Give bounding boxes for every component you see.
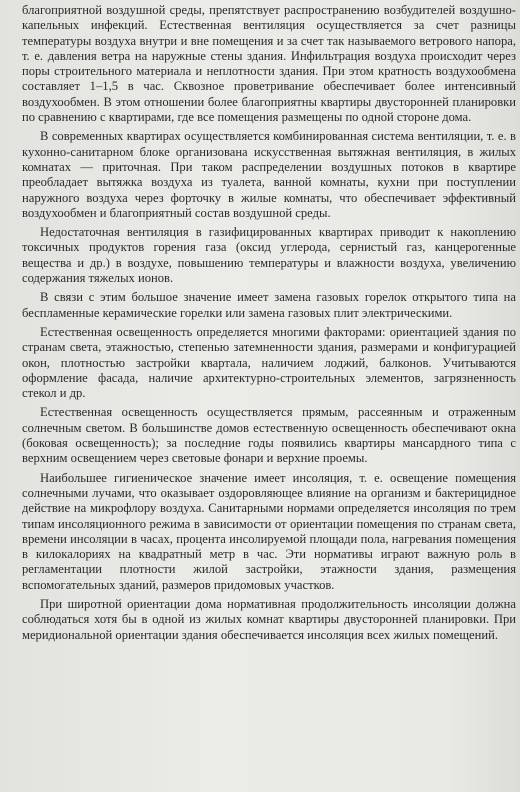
paragraph-burner-replacement: В связи с этим большое значение имеет замена газовых горелок открытого типа на беспламенные керамические горелки или замена газовых плит электрическими.: [22, 290, 516, 320]
paragraph-combined-ventilation: В современных квартирах осуществляется комбинированная система вентиляции, т. е. в кухонно-санитарном блоке организована искусственная вытяжная вентиляция, в жилых комнатах — приточная. При таком распределении воздушных потоков в квартире преобладает вытяжка воздуха из туалета, ванной комнаты, кухни при поступлении наружного воздуха через форточку в жилые комнаты, что обеспечивает эффективный воздухообмен и благоприятный состав воздушной среды.: [22, 129, 516, 220]
paragraph-natural-light-factors: Естественная освещенность определяется многими факторами: ориентацией здания по странам света, этажностью, степенью затемненности здания, размерами и конфигурацией окон, плотностью застройки квартала, наличием лоджий, балконов. Учитываются оформление фасада, наличие архитектурно-строительных элементов, загрязненность стекол и др.: [22, 324, 516, 401]
paragraph-ventilation-intro: благоприятной воздушной среды, препятствует распространению возбудителей воздушно-капельных инфекций. Естественная вентиляция осуществляется за счет разницы температуры воздуха внутри и вне помещения и за счет так называемого ветрового напора, т. е. давления ветра на наружные стены здания. Инфильтрация воздуха происходит через поры строительного материала и неплотности здания. При этом кратность воздухообмена составляет 1–1,5 в час. Сквозное проветривание обеспечивает более интенсивный воздухообмен. В этом отношении более благоприятны квартиры двусторонней планировки по сравнению с квартирами, где все помещения размещены по одной стороне дома.: [22, 3, 516, 125]
paragraph-gas-ventilation: Недостаточная вентиляция в газифицированных квартирах приводит к накоплению токсичных продуктов горения газа (оксид углерода, сернистый газ, канцерогенные вещества и др.) в воздухе, повышению температуры и влажности воздуха, увеличению содержания тяжелых ионов.: [22, 225, 516, 286]
paragraph-insolation: Наибольшее гигиеническое значение имеет инсоляция, т. е. освещение помещения солнечными лучами, что оказывает оздоровляющее влияние на организм и бактерицидное действие на микрофлору воздуха. Санитарными нормами определяется инсоляция по трем типам инсоляционного режима в зависимости от ориентации помещения по странам света, времени инсоляции в часах, процента инсолируемой площади пола, нагревания помещения в килокалориях на квадратный метр в час. Эти нормативы играют важную роль в регламентации плотности жилой застройки, этажности здания, размещения вспомогательных зданий, размеров придомовых участков.: [22, 470, 516, 592]
paragraph-orientation: При широтной ориентации дома нормативная продолжительность инсоляции должна соблюдаться хотя бы в одной из жилых комнат квартиры двусторонней планировки. При меридиональной ориентации здания обеспечивается инсоляция всех жилых помещений.: [22, 596, 516, 642]
paragraph-natural-light-sources: Естественная освещенность осуществляется прямым, рассеянным и отраженным солнечным светом. В большинстве домов естественную освещенность обеспечивают окна (боковая освещенность); за последние годы появились квартиры мансардного типа с верхним освещением через световые фонари и верхние проемы.: [22, 405, 516, 466]
